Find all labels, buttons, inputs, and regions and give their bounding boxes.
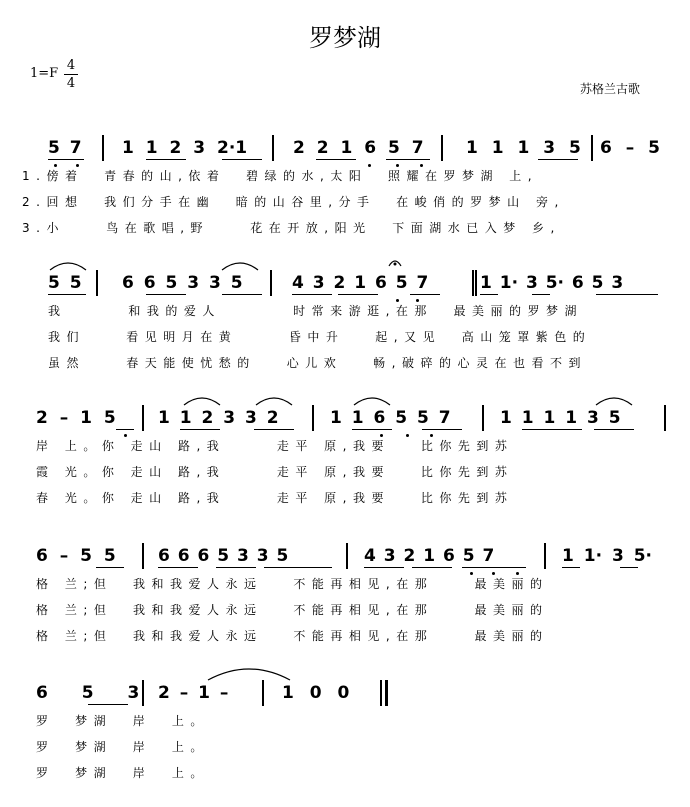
eighth-underline	[594, 429, 634, 430]
eighth-underline	[116, 429, 134, 430]
eighth-underline	[264, 567, 332, 568]
barline	[591, 135, 593, 161]
barline	[472, 270, 474, 296]
barline	[102, 135, 104, 161]
eighth-underline	[410, 294, 440, 295]
lyric-line-2: 罗 梦湖 岸 上。	[36, 740, 209, 754]
lyric-line-1: 1.傍着 青春的山,依着 碧绿的水,太阳 照耀在罗梦湖 上,	[22, 169, 539, 183]
measure-1-notes: 5 5	[48, 273, 82, 293]
measure-1-notes: 6 5 3	[36, 683, 140, 703]
lyric-line-2: 霞 光。你 走山 路,我 走平 原,我要 比你先到苏	[36, 465, 514, 479]
measure-4-notes: 1 1 1 3 5	[466, 138, 581, 158]
eighth-underline	[532, 294, 550, 295]
lyric-line-3: 春 光。你 走山 路,我 走平 原,我要 比你先到苏	[36, 491, 514, 505]
barline	[142, 543, 144, 569]
eighth-underline	[386, 159, 430, 160]
barline	[312, 405, 314, 431]
measure-1-notes: 2 – 1 5	[36, 408, 116, 428]
eighth-underline	[412, 567, 452, 568]
eighth-underline	[538, 159, 578, 160]
measure-2-notes: 1 1 2 3 2·1	[122, 138, 248, 158]
score-system-3	[0, 405, 690, 510]
eighth-underline	[48, 294, 86, 295]
barline	[142, 405, 144, 431]
eighth-underline	[422, 429, 462, 430]
measure-2-notes: 1 1 2 3 3 2	[158, 408, 279, 428]
measure-5-notes: 6 – 5	[600, 138, 660, 158]
final-barline	[385, 680, 388, 706]
slur	[352, 391, 392, 407]
lyric-line-2: 2.回想 我们分手在幽 暗的山谷里,分手 在峻俏的罗梦山 旁,	[22, 195, 565, 209]
barline	[262, 680, 264, 706]
eighth-underline	[292, 294, 332, 295]
eighth-underline	[522, 429, 582, 430]
slur	[220, 256, 260, 272]
song-title: 罗梦湖	[309, 24, 381, 52]
eighth-underline	[562, 567, 580, 568]
lyric-line-2: 格 兰;但 我和我爱人永远 不能再相见,在那 最美丽的	[36, 603, 549, 617]
barline	[380, 680, 382, 706]
barline	[475, 270, 477, 296]
score-system-2	[0, 270, 690, 375]
barline	[272, 135, 274, 161]
eighth-underline	[596, 294, 658, 295]
lyric-line-3: 罗 梦湖 岸 上。	[36, 766, 209, 780]
barline	[270, 270, 272, 296]
key-signature: 1=F	[30, 66, 59, 81]
eighth-underline	[48, 159, 84, 160]
barline	[346, 543, 348, 569]
lyric-line-2: 我们 看见明月在黄 昏中升 起,又见 高山笼罩紫色的	[48, 330, 592, 344]
barline	[142, 680, 144, 706]
score-system-4	[0, 543, 690, 648]
measure-1-notes: 6 – 5 5	[36, 546, 116, 566]
time-signature	[64, 58, 78, 91]
measure-4-notes: 1 1· 3 5· 6 5 3	[480, 273, 624, 293]
eighth-underline	[158, 567, 198, 568]
measure-2-notes: 2 – 1 –	[158, 683, 229, 703]
eighth-underline	[88, 704, 128, 705]
measure-3-notes: 1 1 6 5 5 7	[330, 408, 451, 428]
measure-3-notes: 4 3 2 1 6 5 7	[364, 546, 495, 566]
slur	[48, 256, 88, 272]
measure-4-notes: 1 1 1 1 3 5	[500, 408, 621, 428]
measure-2-notes: 6 6 6 5 3 3 5	[158, 546, 289, 566]
measure-4-notes: 1 1· 3 5·	[562, 546, 652, 566]
eighth-underline	[620, 567, 638, 568]
lyric-line-3: 虽然 春天能使忧愁的 心儿欢 畅,破碎的心灵在也看不到	[48, 356, 587, 370]
measure-2-notes: 6 6 5 3 3 5	[122, 273, 243, 293]
score-system-1	[0, 135, 690, 240]
eighth-underline	[96, 567, 124, 568]
eighth-underline	[222, 294, 262, 295]
song-source: 苏格兰古歌	[580, 82, 641, 96]
eighth-underline	[316, 159, 356, 160]
barline	[544, 543, 546, 569]
measure-3-notes: 2 2 1 6 5 7	[293, 138, 424, 158]
barline	[482, 405, 484, 431]
time-signature-top: 4	[66, 58, 76, 73]
barline	[441, 135, 443, 161]
eighth-underline	[222, 159, 262, 160]
slur	[254, 391, 294, 407]
measure-3-notes: 4 3 2 1 6 5 7	[292, 273, 429, 293]
lyric-line-1: 岸 上。你 走山 路,我 走平 原,我要 比你先到苏	[36, 439, 514, 453]
slur	[594, 391, 634, 407]
time-signature-divider	[64, 74, 78, 75]
tie	[206, 662, 292, 682]
slur	[182, 391, 222, 407]
score-system-5	[0, 680, 690, 785]
eighth-underline	[146, 294, 186, 295]
time-signature-bottom: 4	[66, 76, 76, 91]
eighth-underline	[254, 429, 294, 430]
eighth-underline	[462, 567, 526, 568]
lyric-line-3: 格 兰;但 我和我爱人永远 不能再相见,在那 最美丽的	[36, 629, 549, 643]
lyric-line-1: 我 和我的爱人 时常来游逛,在那 最美丽的罗梦湖	[48, 304, 584, 318]
eighth-underline	[364, 567, 404, 568]
eighth-underline	[480, 294, 498, 295]
fermata-icon	[388, 256, 402, 268]
eighth-underline	[338, 294, 378, 295]
barline	[664, 405, 666, 431]
lyric-line-1: 格 兰;但 我和我爱人永远 不能再相见,在那 最美丽的	[36, 577, 549, 591]
eighth-underline	[216, 567, 256, 568]
lyric-line-3: 3.小 鸟在歌唱,野 花在开放,阳光 下面湖水已入梦 乡,	[22, 221, 561, 235]
measure-1-notes: 5 7	[48, 138, 82, 158]
eighth-underline	[146, 159, 186, 160]
barline	[96, 270, 98, 296]
eighth-underline	[180, 429, 220, 430]
lyric-line-1: 罗 梦湖 岸 上。	[36, 714, 209, 728]
eighth-underline	[352, 429, 392, 430]
measure-3-notes: 1 0 0	[282, 683, 350, 703]
